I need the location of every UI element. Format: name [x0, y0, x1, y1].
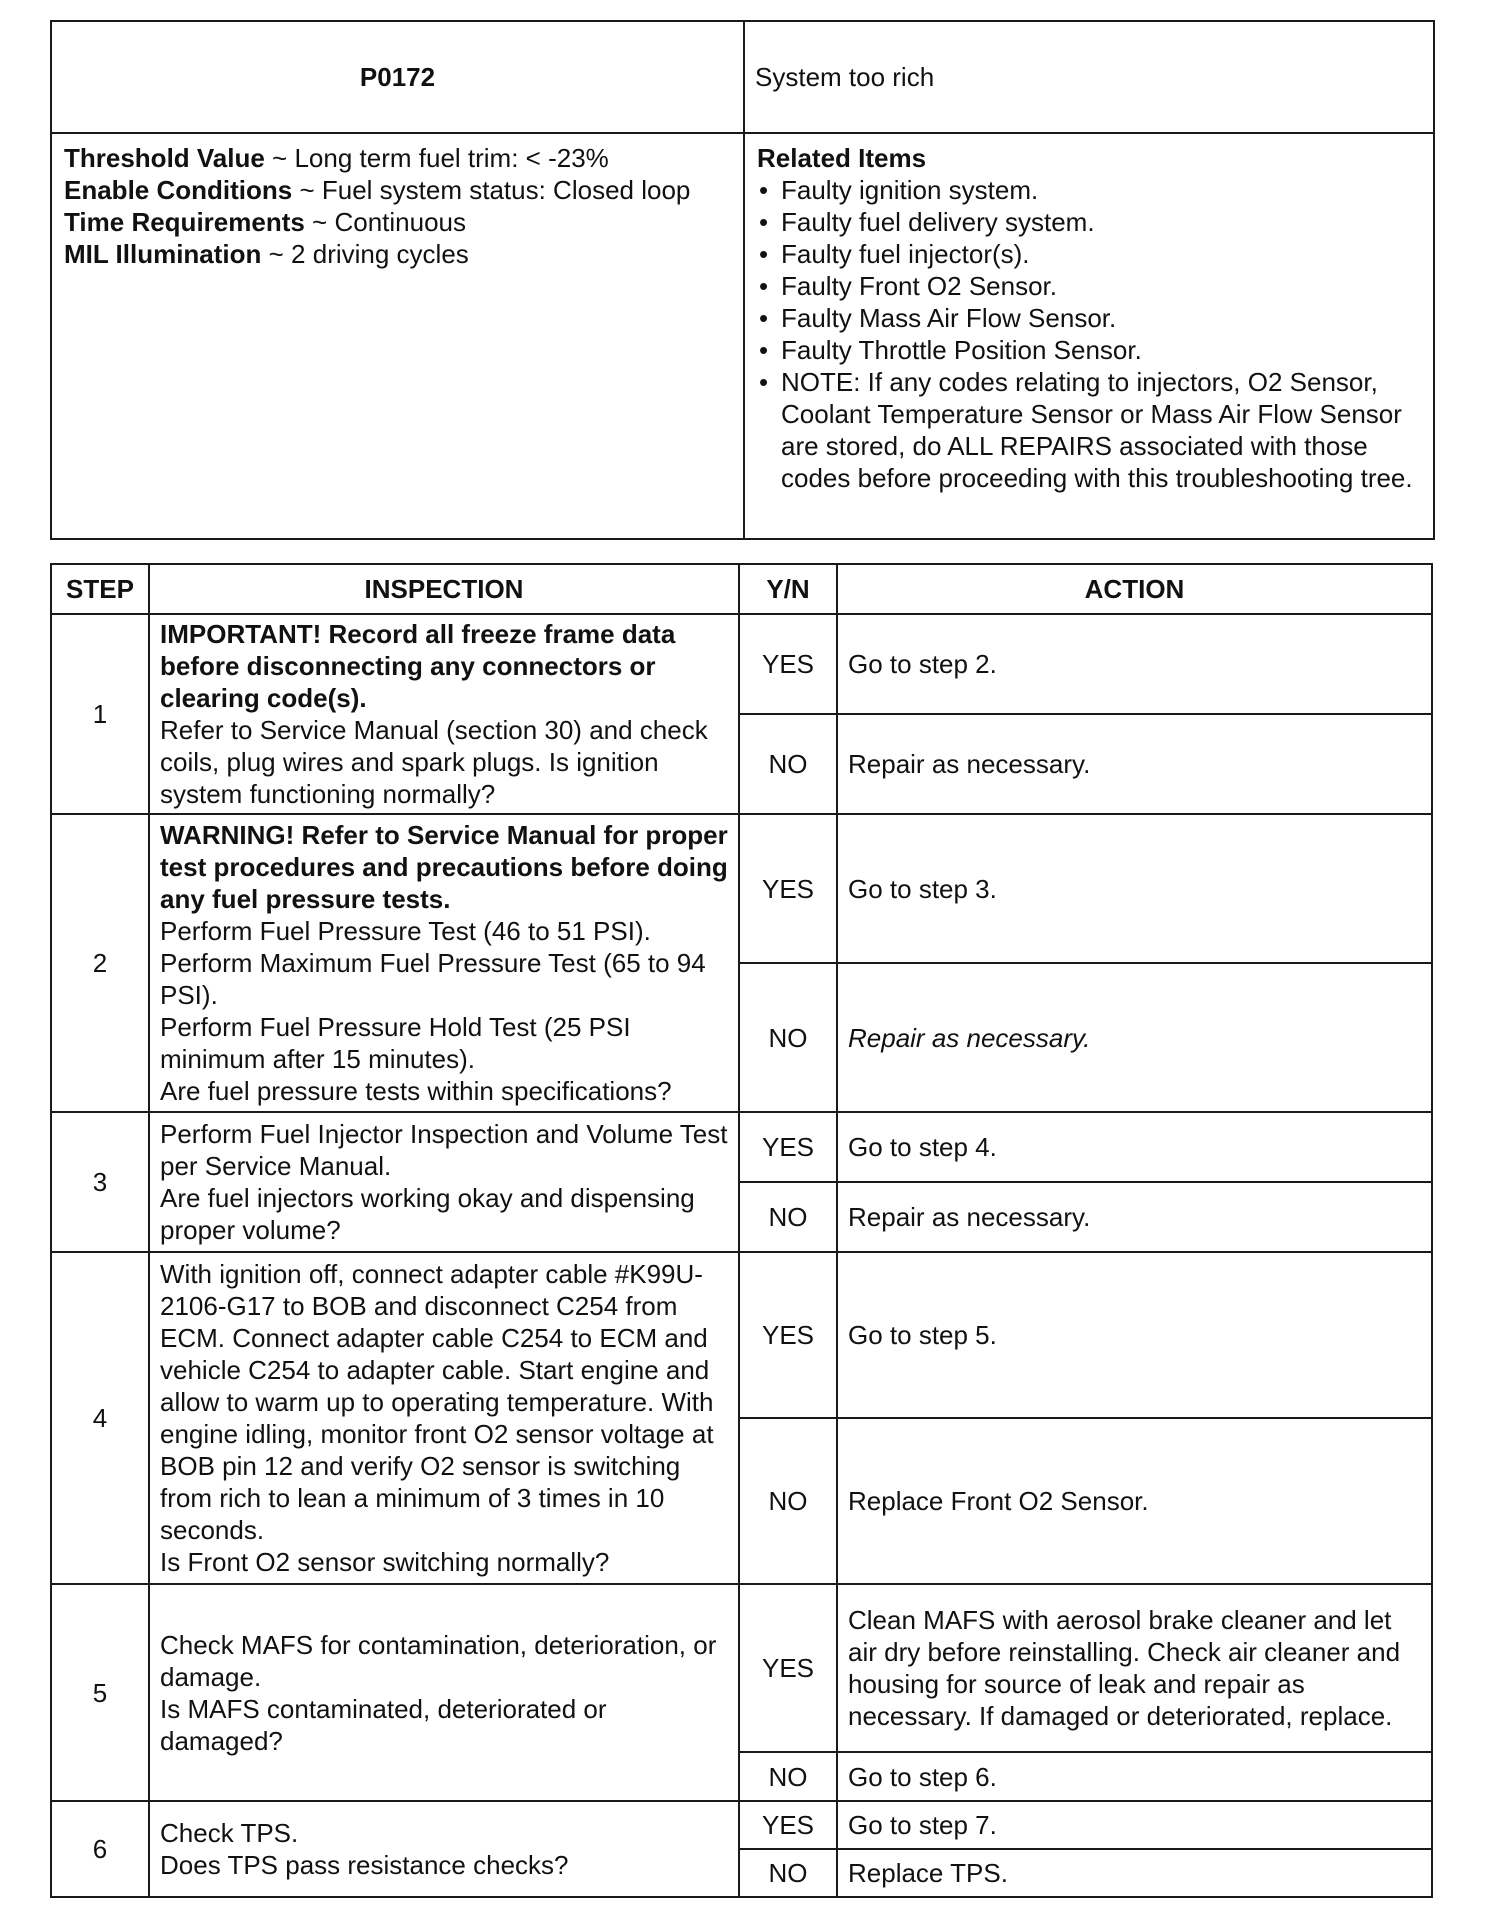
no-label: NO [739, 714, 837, 814]
condition-time: Time Requirements ~ Continuous [64, 207, 467, 237]
step-inspection: IMPORTANT! Record all freeze frame data before disconnecting any connectors or clearing code(s). Refer to Service Manual (section 30) and check coils, plug wires and spark plugs. Is ignition system functioning normally? [149, 614, 739, 814]
no-label: NO [739, 1849, 837, 1897]
troubleshooting-table [50, 563, 1433, 1898]
yes-action: Go to step 7. [837, 1801, 1432, 1849]
step-number: 6 [51, 1801, 149, 1897]
step-number: 3 [51, 1112, 149, 1252]
step-inspection: WARNING! Refer to Service Manual for proper test procedures and precautions before doing any fuel pressure tests. Perform Fuel Pressure Test (46 to 51 PSI). Perform Maximum Fuel Pressure Test (65 to 94 PSI). Perform Fuel Pressure Hold Test (25 PSI minimum after 15 minutes). Are fuel pressure tests within specifications? [149, 814, 739, 1112]
no-action: Repair as necessary. [837, 714, 1432, 814]
yes-label: YES [739, 814, 837, 963]
related-items-cell [744, 133, 1434, 539]
related-item: • Faulty fuel delivery system. [757, 206, 1421, 238]
no-action: Repair as necessary. [837, 963, 1432, 1112]
step-inspection: Check MAFS for contamination, deterioration, or damage. Is MAFS contaminated, deteriorated or damaged? [149, 1584, 739, 1801]
code-header-table [50, 20, 1435, 540]
yes-label: YES [739, 1112, 837, 1182]
yes-action: Go to step 2. [837, 614, 1432, 714]
step-number: 5 [51, 1584, 149, 1801]
condition-enable: Enable Conditions ~ Fuel system status: Closed loop [64, 175, 691, 205]
step-inspection: Check TPS. Does TPS pass resistance checks? [149, 1801, 739, 1897]
col-header-inspection: INSPECTION [149, 564, 739, 614]
no-label: NO [739, 1182, 837, 1252]
step-number: 2 [51, 814, 149, 1112]
related-item: • Faulty Front O2 Sensor. [757, 270, 1421, 302]
table-row [51, 814, 1432, 963]
no-label: NO [739, 1752, 837, 1801]
no-action: Repair as necessary. [837, 1182, 1432, 1252]
yes-label: YES [739, 614, 837, 714]
no-label: NO [739, 1418, 837, 1584]
no-label: NO [739, 963, 837, 1112]
condition-mil: MIL Illumination ~ 2 driving cycles [64, 239, 469, 269]
yes-label: YES [739, 1801, 837, 1849]
condition-threshold: Threshold Value ~ Long term fuel trim: < -23% [64, 143, 609, 173]
yes-action: Clean MAFS with aerosol brake cleaner and let air dry before reinstalling. Check air cleaner and housing for source of leak and repair as necessary. If damaged or deteriorated, replace. [837, 1584, 1432, 1752]
related-item-note: • NOTE: If any codes relating to injectors, O2 Sensor, Coolant Temperature Sensor or Mass Air Flow Sensor are stored, do ALL REPAIRS associated with those codes before proceeding with this troubleshooting tree. [757, 366, 1421, 494]
yes-action: Go to step 5. [837, 1252, 1432, 1418]
col-header-step: STEP [51, 564, 149, 614]
related-item: • Faulty Throttle Position Sensor. [757, 334, 1421, 366]
related-item: • Faulty fuel injector(s). [757, 238, 1421, 270]
step-inspection: With ignition off, connect adapter cable #K99U-2106-G17 to BOB and disconnect C254 from ECM. Connect adapter cable C254 to ECM and vehicle C254 to adapter cable. Start engine and allow to warm up to operating temperature. With engine idling, monitor front O2 sensor voltage at BOB pin 12 and verify O2 sensor is switching from rich to lean a minimum of 3 times in 10 seconds. Is Front O2 sensor switching normally? [149, 1252, 739, 1584]
related-item: • Faulty Mass Air Flow Sensor. [757, 302, 1421, 334]
table-row [51, 614, 1432, 714]
no-action: Go to step 6. [837, 1752, 1432, 1801]
related-item: • Faulty ignition system. [757, 174, 1421, 206]
yes-label: YES [739, 1584, 837, 1752]
related-items-list [757, 174, 1421, 494]
conditions-cell [51, 133, 744, 539]
dtc-description: System too rich [744, 21, 1434, 133]
col-header-yn: Y/N [739, 564, 837, 614]
table-row [51, 1584, 1432, 1752]
dtc-code: P0172 [51, 21, 744, 133]
no-action: Replace Front O2 Sensor. [837, 1418, 1432, 1584]
step-inspection: Perform Fuel Injector Inspection and Volume Test per Service Manual. Are fuel injectors working okay and dispensing proper volume? [149, 1112, 739, 1252]
yes-action: Go to step 4. [837, 1112, 1432, 1182]
yes-label: YES [739, 1252, 837, 1418]
step-number: 1 [51, 614, 149, 814]
table-row [51, 1252, 1432, 1418]
yes-action: Go to step 3. [837, 814, 1432, 963]
col-header-action: ACTION [837, 564, 1432, 614]
table-row [51, 1801, 1432, 1849]
step-number: 4 [51, 1252, 149, 1584]
related-items-title: Related Items [757, 143, 927, 173]
table-row [51, 1112, 1432, 1182]
no-action: Replace TPS. [837, 1849, 1432, 1897]
table-header-row [51, 564, 1432, 614]
